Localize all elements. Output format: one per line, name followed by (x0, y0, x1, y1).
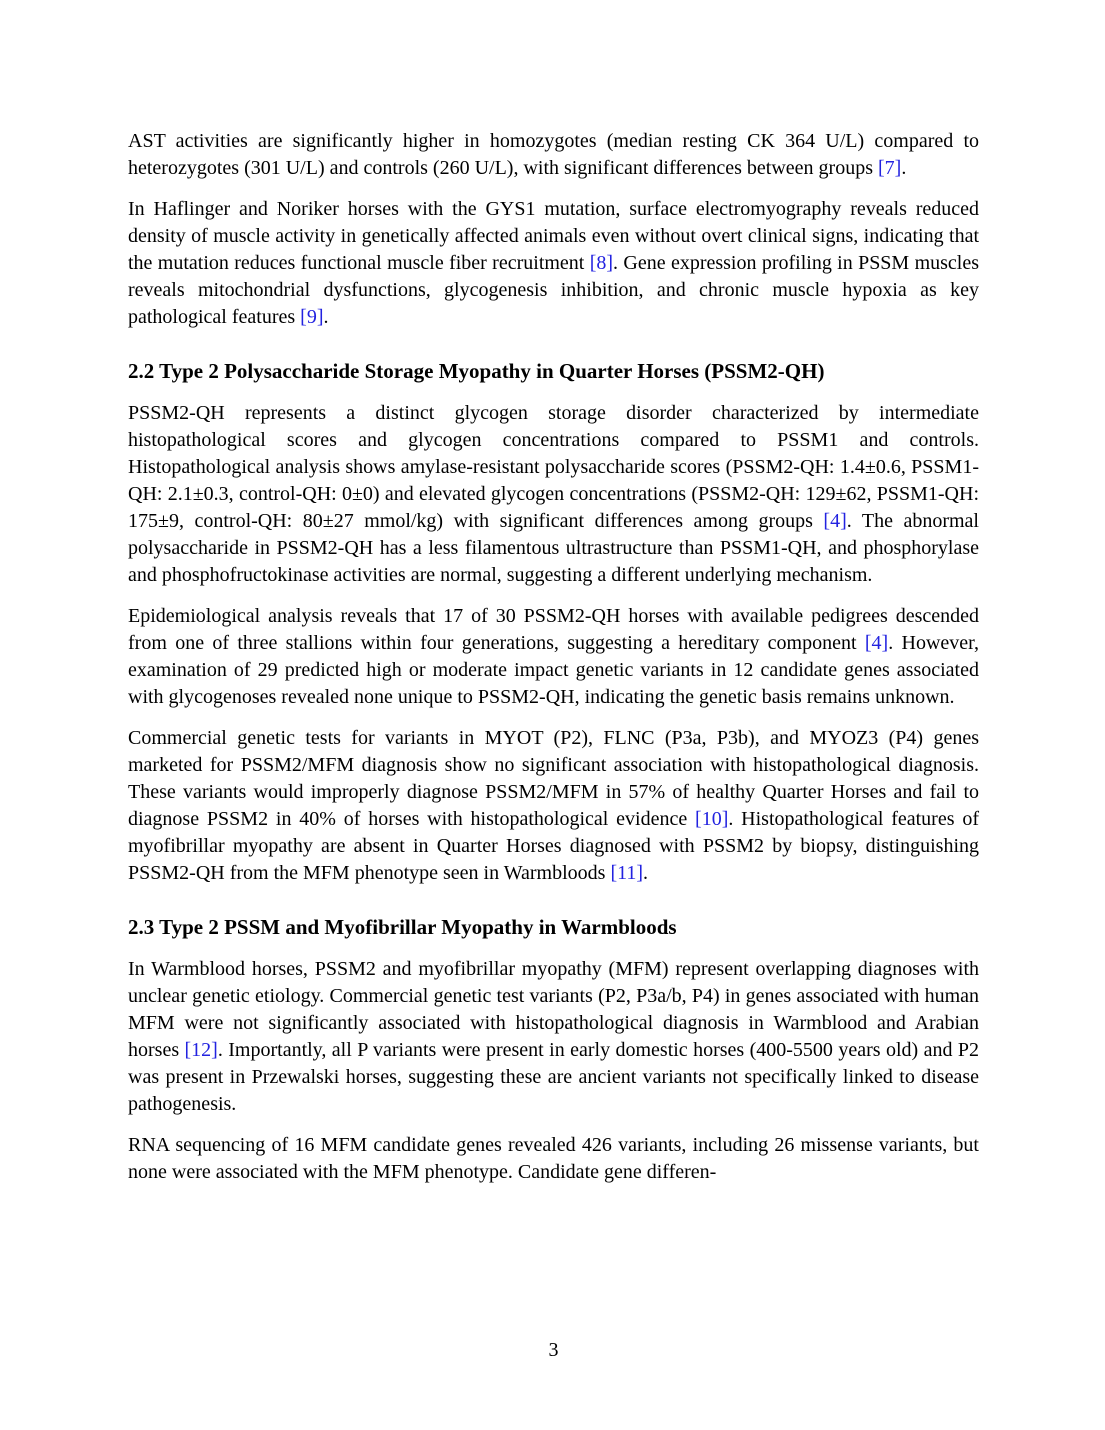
document-body (128, 128, 979, 1200)
citation-link-8[interactable]: [8] (589, 252, 614, 274)
text-run: . Importantly, all P variants were present in early domestic horses (400-5500 years old) and P2 was present in Przewalski horses, suggesting these are ancient variants not specifically linked to disease pathogenesis. (128, 1039, 979, 1115)
citation-link-10[interactable]: [10] (695, 808, 729, 830)
text-run: AST activities are significantly higher in homozygotes (median resting CK 364 U/L) compared to heterozygotes (301 U/L) and controls (260 U/L), with significant differences between groups (128, 130, 979, 179)
text-run: . (901, 157, 907, 179)
para-pssm2-qh-disorder (128, 400, 979, 589)
text-run: RNA sequencing of 16 MFM candidate genes revealed 426 variants, including 26 missense variants, but none were associated with the MFM phenotype. Candidate gene differen- (128, 1134, 979, 1183)
para-ast-activities (128, 128, 979, 182)
para-epidemiological-analysis (128, 603, 979, 711)
citation-link-4[interactable]: [4] (864, 632, 889, 654)
page-footer (128, 1337, 979, 1364)
text-run: Epidemiological analysis reveals that 17 of 30 PSSM2-QH horses with available pedigrees descended from one of three stallions within four generations, suggesting a hereditary component (128, 605, 979, 654)
text-run: . Gene expression profiling in PSSM muscles reveals mitochondrial dysfunctions, glycogenesis inhibition, and chronic muscle hypoxia as key pathological features (128, 252, 979, 328)
text-run: . (323, 306, 329, 328)
citation-link-7[interactable]: [7] (877, 157, 902, 179)
heading-section-2-3: 2.3 Type 2 PSSM and Myofibrillar Myopathy in Warmbloods (128, 915, 677, 939)
text-run: Commercial genetic tests for variants in MYOT (P2), FLNC (P3a, P3b), and MYOZ3 (P4) genes marketed for PSSM2/MFM diagnosis show no significant association with histopathological diagnosis. These variants would improperly diagnose PSSM2/MFM in 57% of healthy Quarter Horses and fail to diagnose PSSM2 in 40% of horses with histopathological evidence (128, 727, 979, 830)
text-run: . However, examination of 29 predicted high or moderate impact genetic variants in 12 candidate genes associated with glycogenoses revealed none unique to PSSM2-QH, indicating the genetic basis remains unknown. (128, 632, 980, 708)
para-haflinger-noriker (128, 196, 979, 331)
page-number: 3 (548, 1339, 559, 1361)
text-run: In Warmblood horses, PSSM2 and myofibrillar myopathy (MFM) represent overlapping diagnoses with unclear genetic etiology. Commercial genetic test variants (P2, P3a/b, P4) in genes associated with human MFM were not significantly associated with histopathological diagnosis in Warmblood and Arabian horses (128, 958, 979, 1061)
para-rna-sequencing (128, 1132, 979, 1186)
heading-section-2-2: 2.2 Type 2 Polysaccharide Storage Myopathy in Quarter Horses (PSSM2-QH) (128, 359, 825, 383)
text-run: PSSM2-QH represents a distinct glycogen storage disorder characterized by intermediate histopathological scores and glycogen concentrations compared to PSSM1 and controls. Histopathological analysis shows amylase-resistant polysaccharide scores (PSSM2-QH: 1.4±0.6, PSSM1-QH: 2.1±0.3, control-QH: 0±0) and elevated glycogen concentrations (PSSM2-QH: 129±62, PSSM1-QH: 175±9, control-QH: 80±27 mmol/kg) with significant differences among groups (128, 402, 979, 532)
citation-link-9[interactable]: [9] (300, 306, 324, 328)
citation-link-11[interactable]: [11] (610, 862, 644, 884)
para-commercial-genetic-tests (128, 725, 979, 887)
text-run: . Histopathological features of myofibrillar myopathy are absent in Quarter Horses diagnosed with PSSM2 by biopsy, distinguishing PSSM2-QH from the MFM phenotype seen in Warmbloods (128, 808, 979, 884)
text-run: In Haflinger and Noriker horses with the GYS1 mutation, surface electromyography reveals reduced density of muscle activity in genetically affected animals even without overt clinical signs, indicating that the mutation reduces functional muscle fiber recruitment (128, 198, 979, 274)
para-warmblood-horses (128, 956, 979, 1118)
text-run: . (643, 862, 649, 884)
citation-link-4[interactable]: [4] (823, 510, 847, 532)
citation-link-12[interactable]: [12] (184, 1039, 218, 1061)
text-run: . The abnormal polysaccharide in PSSM2-QH has a less filamentous ultrastructure than PSSM1-QH, and phosphorylase and phosphofructokinase activities are normal, suggesting a different underlying mechanism. (128, 510, 979, 586)
